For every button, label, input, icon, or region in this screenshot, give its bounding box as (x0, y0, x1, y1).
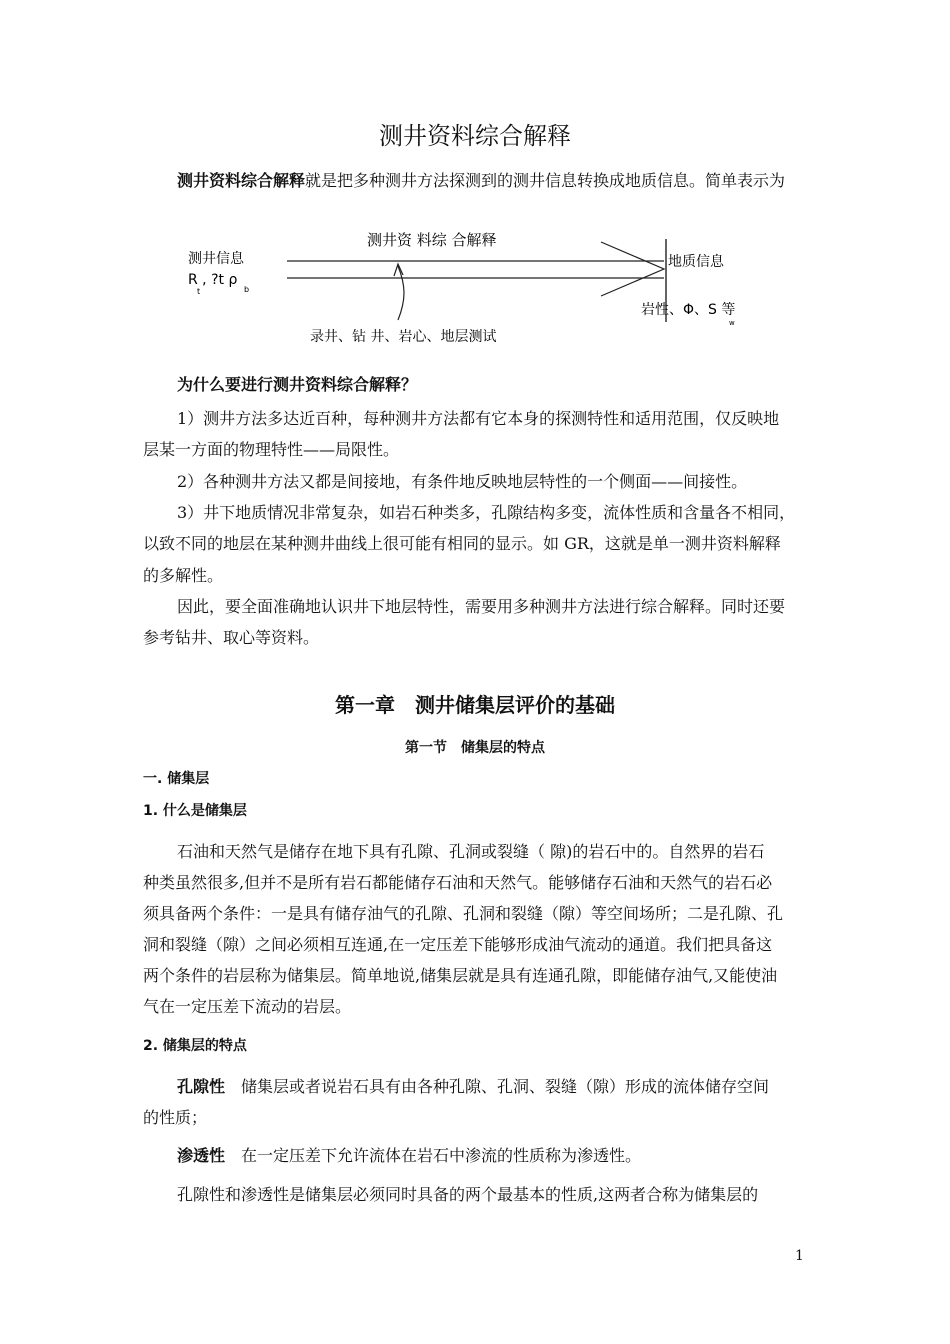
reservoir-line-2: 种类虽然很多,但并不是所有岩石都能储存石油和天然气。能够储存石油和天然气的岩石必 (143, 873, 773, 892)
why-p3-line3: 的多解性。 (143, 566, 224, 585)
bottom-label: 录井、钻 井、岩心、地层测试 (310, 329, 497, 345)
sub-t: t (197, 287, 201, 296)
input-curve-arrowhead (394, 264, 403, 276)
chapter-title: 第一章 测井储集层评价的基础 (335, 693, 615, 717)
intro-text: 就是把多种测井方法探测到的测井信息转换成地质信息。简单表示为 (305, 171, 786, 190)
why-p1-line2: 层某一方面的物理特性——局限性。 (143, 440, 400, 459)
why-p1-line1: 1）测井方法多达近百种，每种测井方法都有它本身的探测特性和适用范围，仅反映地 (177, 409, 780, 428)
heading-what-is-reservoir: 1. 什么是储集层 (143, 803, 247, 819)
left-symbols: R , ?t ρ (188, 272, 238, 288)
why-p4-line1: 因此，要全面准确地认识井下地层特性，需要用多种测井方法进行综合解释。同时还要 (177, 597, 786, 616)
heading-reservoir: 一. 储集层 (143, 771, 210, 787)
why-question: 为什么要进行测井资料综合解释？ (177, 375, 418, 394)
reservoir-line-4: 洞和裂缝（隙）之间必须相互连通,在一定压差下能够形成油气流动的通道。我们把具备这 (143, 935, 773, 954)
intro-paragraph (143, 165, 811, 197)
porosity-line-2: 的性质； (143, 1108, 208, 1127)
intro-term: 测井资料综合解释 (177, 171, 306, 190)
section-title: 第一节 储集层的特点 (405, 740, 545, 756)
center-label: 测井资 料综 合解释 (367, 231, 497, 249)
permeability-text: 在一定压差下允许流体在岩石中渗流的性质称为渗透性。 (241, 1146, 642, 1165)
right-symbols: 岩性、Φ、S 等 (641, 302, 736, 318)
right-label: 地质信息 (668, 254, 724, 270)
interpretation-diagram (0, 220, 950, 360)
why-p2: 2）各种测井方法又都是间接地，有条件地反映地层特性的一个侧面——间接性。 (177, 472, 748, 491)
document-title: 测井资料综合解释 (379, 122, 571, 150)
reservoir-line-5: 两个条件的岩层称为储集层。简单地说,储集层就是具有连通孔隙，即能储存油气,又能使油 (143, 966, 778, 985)
sub-w: w (729, 319, 735, 327)
left-label: 测井信息 (188, 251, 244, 267)
arrowhead (601, 242, 664, 296)
why-p3-line1: 3）井下地质情况非常复杂，如岩石种类多，孔隙结构多变，流体性质和含量各不相同， (177, 503, 796, 522)
why-p4-line2: 参考钻井、取心等资料。 (143, 628, 320, 647)
permeability-line (143, 1140, 811, 1172)
reservoir-line-1: 石油和天然气是储存在地下具有孔隙、孔洞或裂缝（ 隙)的岩石中的。自然界的岩石 (177, 842, 765, 861)
reservoir-line-6: 气在一定压差下流动的岩层。 (143, 997, 352, 1016)
permeability-term: 渗透性 (177, 1146, 226, 1165)
heading-reservoir-features: 2. 储集层的特点 (143, 1038, 247, 1054)
page-number: 1 (795, 1248, 804, 1264)
reservoir-line-3: 须具备两个条件：一是具有储存油气的孔隙、孔洞和裂缝（隙）等空间场所；二是孔隙、孔 (143, 904, 784, 923)
sub-b: b (244, 285, 250, 294)
porosity-line-1 (143, 1071, 811, 1103)
porosity-text: 储集层或者说岩石具有由各种孔隙、孔洞、裂缝（隙）形成的流体储存空间 (241, 1077, 770, 1096)
why-p3-line2: 以致不同的地层在某种测井曲线上很可能有相同的显示。如 GR，这就是单一测井资料解释 (143, 534, 781, 553)
porosity-term: 孔隙性 (177, 1077, 226, 1096)
closing-line: 孔隙性和渗透性是储集层必须同时具备的两个最基本的性质,这两者合称为储集层的 (177, 1185, 759, 1204)
